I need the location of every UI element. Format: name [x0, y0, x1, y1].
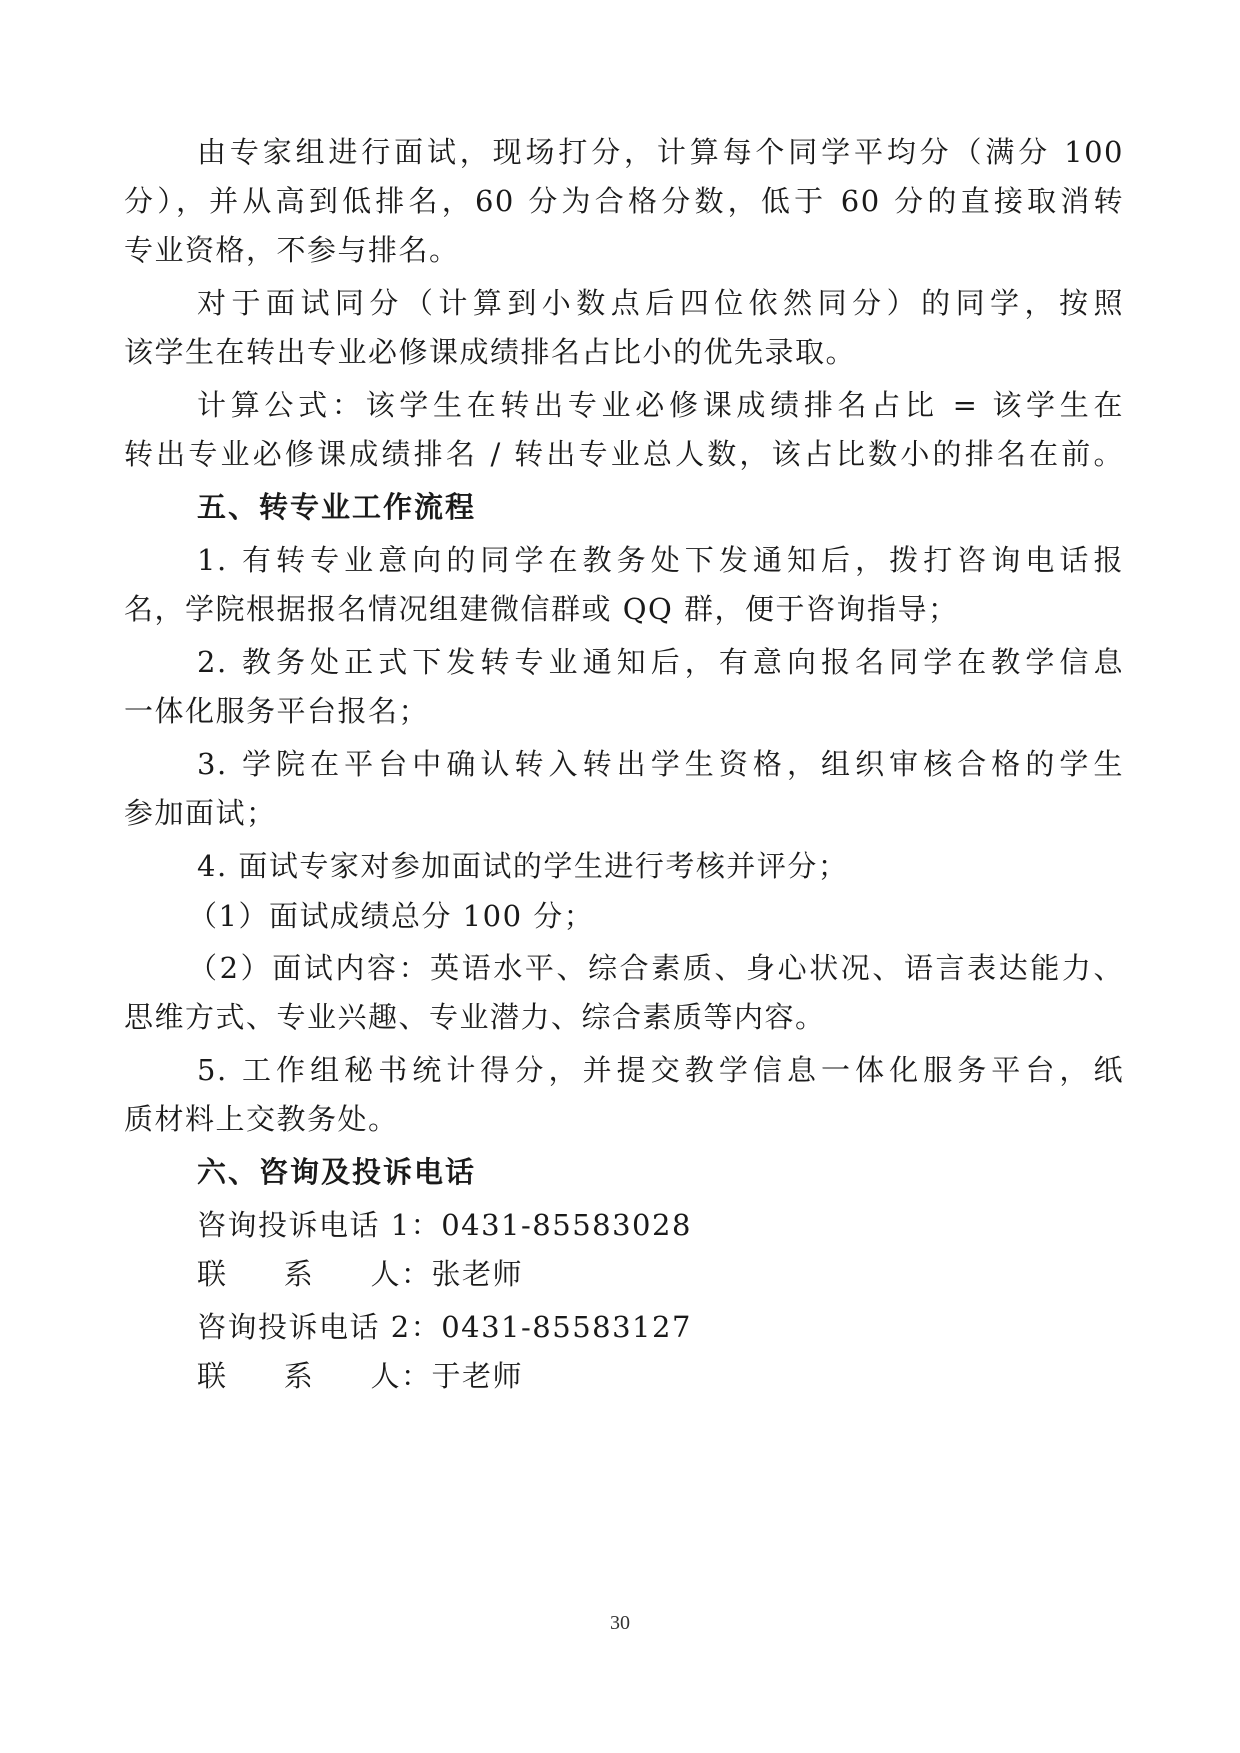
- contact-label: 联系人: [197, 1359, 401, 1393]
- formula-line: 转出专业必修课成绩排名 / 转出专业总人数，该占比数小的排名在前。: [124, 437, 1124, 471]
- list-item: 5. 工作组秘书统计得分，并提交教学信息一体化服务平台，纸: [197, 1053, 1124, 1087]
- contact-phone: 0431-85583028: [441, 1208, 692, 1242]
- list-item: 一体化服务平台报名；: [124, 694, 430, 728]
- contact-phone: 0431-85583127: [441, 1310, 692, 1344]
- sub-item: （2）面试内容：英语水平、综合素质、身心状况、语言表达能力、: [188, 951, 1124, 985]
- list-item: 4. 面试专家对参加面试的学生进行考核并评分；: [197, 849, 849, 883]
- paragraph-line: 该学生在转出专业必修课成绩排名占比小的优先录取。: [124, 335, 857, 369]
- contact-label: 联系人: [197, 1257, 401, 1291]
- contact-label: 咨询投诉电话 2: [197, 1310, 411, 1344]
- list-item: 名，学院根据报名情况组建微信群或 QQ 群，便于咨询指导；: [124, 592, 959, 626]
- contact-line: [197, 1356, 1124, 1396]
- contact-separator: ：: [401, 1359, 432, 1393]
- paragraph-line: 对于面试同分（计算到小数点后四位依然同分）的同学，按照: [197, 286, 1124, 320]
- paragraph-line: 分），并从高到低排名，60 分为合格分数，低于 60 分的直接取消转: [124, 184, 1124, 218]
- list-item: 3. 学院在平台中确认转入转出学生资格，组织审核合格的学生: [197, 747, 1124, 781]
- paragraph-line: 由专家组进行面试，现场打分，计算每个同学平均分（满分 100: [197, 135, 1124, 169]
- contact-person: 于老师: [431, 1359, 524, 1393]
- list-item: 质材料上交教务处。: [124, 1102, 399, 1136]
- contact-line: [197, 1254, 1124, 1294]
- page-number: 30: [610, 1612, 630, 1634]
- section-heading: 六、咨询及投诉电话: [197, 1155, 477, 1189]
- list-item: 1. 有转专业意向的同学在教务处下发通知后，拨打咨询电话报: [197, 543, 1124, 577]
- formula-line: 计算公式：该学生在转出专业必修课成绩排名占比 = 该学生在: [197, 388, 1124, 422]
- paragraph-line: 专业资格，不参与排名。: [124, 233, 460, 267]
- contact-separator: ：: [410, 1310, 442, 1344]
- contact-label: 咨询投诉电话 1: [197, 1208, 411, 1242]
- section-heading: 五、转专业工作流程: [197, 490, 477, 524]
- contact-line: [197, 1307, 1124, 1347]
- sub-item: 思维方式、专业兴趣、专业潜力、综合素质等内容。: [124, 1000, 826, 1034]
- contact-line: [197, 1205, 1124, 1245]
- sub-item: （1）面试成绩总分 100 分；: [188, 899, 595, 933]
- list-item: 2. 教务处正式下发转专业通知后，有意向报名同学在教学信息: [197, 645, 1124, 679]
- contact-separator: ：: [410, 1208, 442, 1242]
- contact-person: 张老师: [431, 1257, 524, 1291]
- list-item: 参加面试；: [124, 796, 277, 830]
- contact-separator: ：: [401, 1257, 432, 1291]
